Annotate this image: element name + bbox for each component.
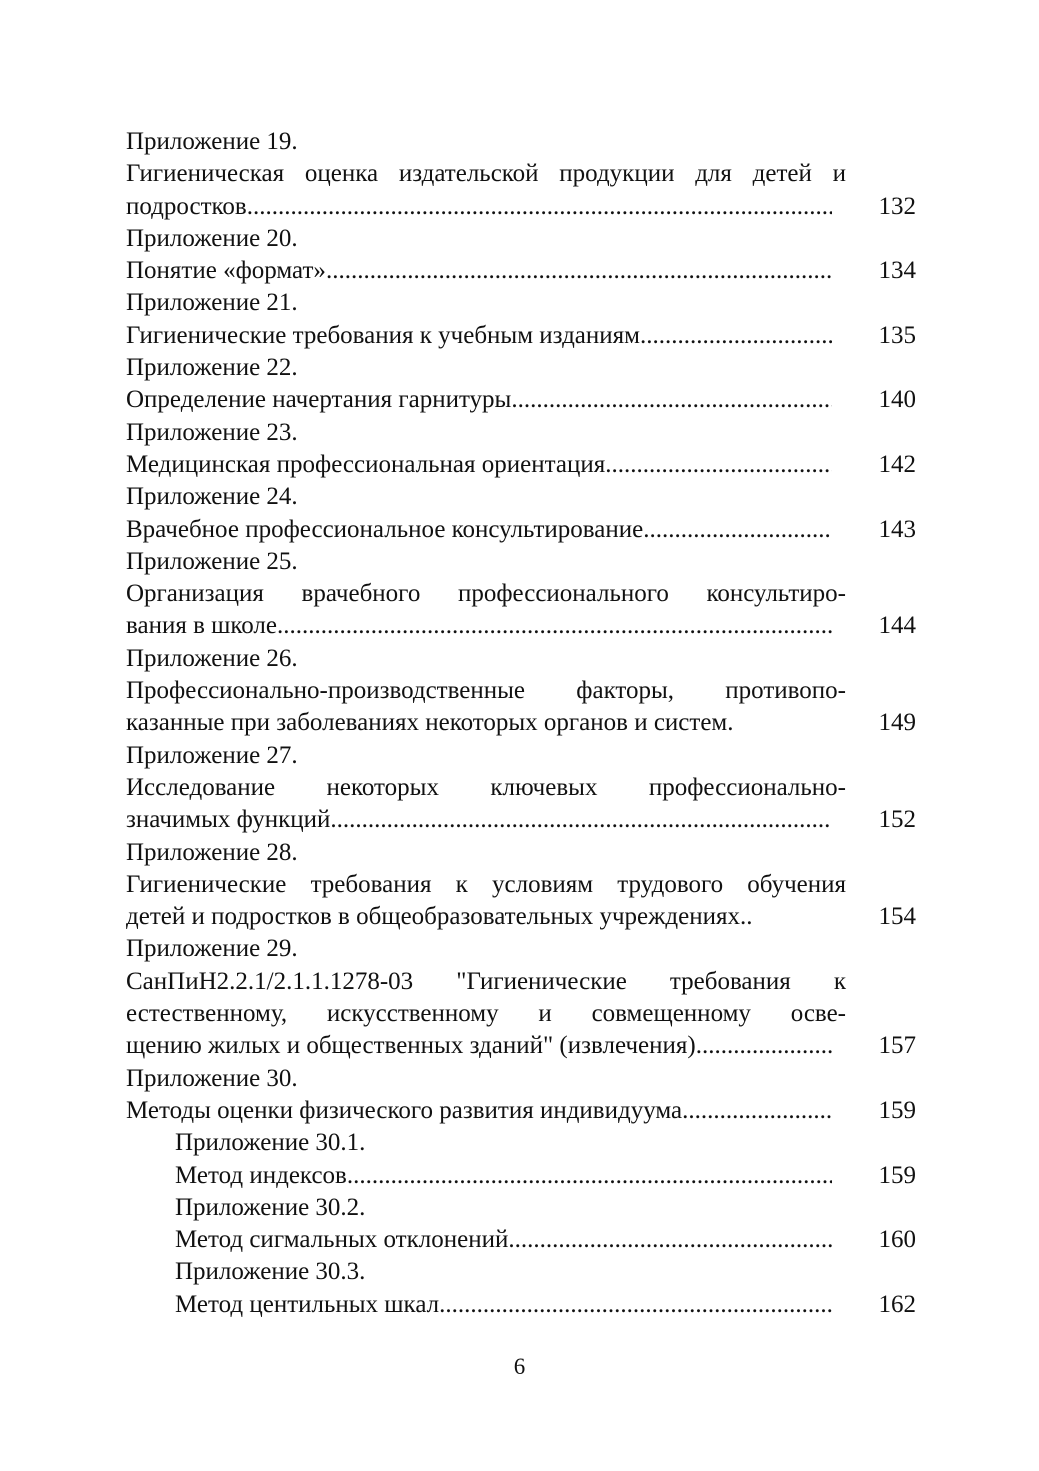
toc-page-number: 159	[878, 1161, 916, 1189]
toc-entry	[126, 255, 916, 287]
toc-title-line: СанПиН2.2.1/2.1.1.1278-03 "Гигиенические требования к	[126, 967, 846, 995]
toc-entry	[126, 514, 916, 546]
toc-subtitle: Метод индексов	[175, 1161, 347, 1189]
toc-page-number: 149	[878, 709, 916, 737]
toc-entry	[126, 804, 916, 836]
toc-entry	[126, 610, 916, 642]
toc-label: Приложение 28.	[126, 838, 298, 866]
toc-label: Приложение 27.	[126, 741, 298, 769]
toc-entry	[126, 901, 916, 933]
toc-subtitle: Метод центильных шкал	[175, 1290, 440, 1318]
toc-label: Приложение 21.	[126, 289, 298, 317]
toc-title: казанные при заболеваниях некоторых органов и систем.	[126, 709, 734, 737]
toc-sublabel: Приложение 30.2.	[175, 1193, 366, 1221]
toc-label: Приложение 19.	[126, 128, 298, 155]
toc-title: Гигиенические требования к учебным изданиям	[126, 321, 640, 349]
toc-label: Приложение 25.	[126, 547, 298, 575]
toc-title-line: Профессионально-производственные факторы, противопо-	[126, 677, 846, 705]
toc-page-number: 154	[878, 903, 916, 931]
toc-entry	[126, 320, 916, 352]
toc-page-number: 157	[878, 1032, 916, 1060]
table-of-contents	[126, 126, 916, 1321]
toc-subentry	[126, 1224, 916, 1256]
toc-page-number: 142	[878, 450, 916, 478]
toc-title: подростков	[126, 192, 247, 220]
toc-title: детей и подростков в общеобразовательных учреждениях..	[126, 903, 753, 931]
toc-title: Медицинская профессиональная ориентация	[126, 450, 606, 478]
toc-label: Приложение 24.	[126, 483, 298, 511]
toc-page-number: 160	[878, 1226, 916, 1254]
toc-label: Приложение 22.	[126, 354, 298, 382]
toc-page-number: 135	[878, 321, 916, 349]
toc-label: Приложение 26.	[126, 644, 298, 672]
toc-title: значимых функций	[126, 806, 331, 834]
toc-entry	[126, 707, 916, 739]
toc-page-number: 132	[878, 192, 916, 220]
toc-title: щению жилых и общественных зданий" (извлечения)	[126, 1032, 696, 1060]
toc-page-number: 144	[878, 612, 916, 640]
toc-entry	[126, 449, 916, 481]
toc-title: Методы оценки физического развития индивидуума	[126, 1096, 683, 1124]
toc-page-number: 134	[878, 257, 916, 285]
toc-title-line: естественному, искусственному и совмещенному осве-	[126, 1000, 846, 1028]
toc-subentry	[126, 1289, 916, 1321]
toc-title-line: Гигиеническая оценка издательской продукции для детей и	[126, 160, 846, 188]
toc-page-number: 152	[878, 806, 916, 834]
toc-title: вания в школе	[126, 612, 278, 640]
toc-page-number: 143	[878, 515, 916, 543]
toc-page-number: 140	[878, 386, 916, 414]
toc-entry	[126, 191, 916, 223]
toc-title-line: Исследование некоторых ключевых профессионально-	[126, 773, 846, 801]
toc-title: Определение начертания гарнитуры	[126, 386, 512, 414]
toc-sublabel: Приложение 30.1.	[175, 1129, 366, 1157]
toc-label: Приложение 29.	[126, 935, 298, 963]
toc-page-number: 159	[878, 1096, 916, 1124]
toc-title-line: Гигиенические требования к условиям трудового обучения	[126, 870, 846, 898]
toc-label: Приложение 23.	[126, 418, 298, 446]
toc-subtitle: Метод сигмальных отклонений	[175, 1226, 509, 1254]
toc-entry	[126, 384, 916, 416]
toc-label: Приложение 30.	[126, 1064, 298, 1092]
toc-page-number: 162	[878, 1290, 916, 1318]
page-number: 6	[513, 1354, 526, 1379]
toc-title: Понятие «формат»	[126, 257, 326, 285]
toc-title: Врачебное профессиональное консультирование	[126, 515, 644, 543]
toc-entry	[126, 1030, 916, 1062]
toc-title-line: Организация врачебного профессионального консультиро-	[126, 580, 846, 608]
toc-entry	[126, 1095, 916, 1127]
toc-subentry	[126, 1160, 916, 1192]
toc-sublabel: Приложение 30.3.	[175, 1258, 366, 1286]
toc-label: Приложение 20.	[126, 224, 298, 252]
